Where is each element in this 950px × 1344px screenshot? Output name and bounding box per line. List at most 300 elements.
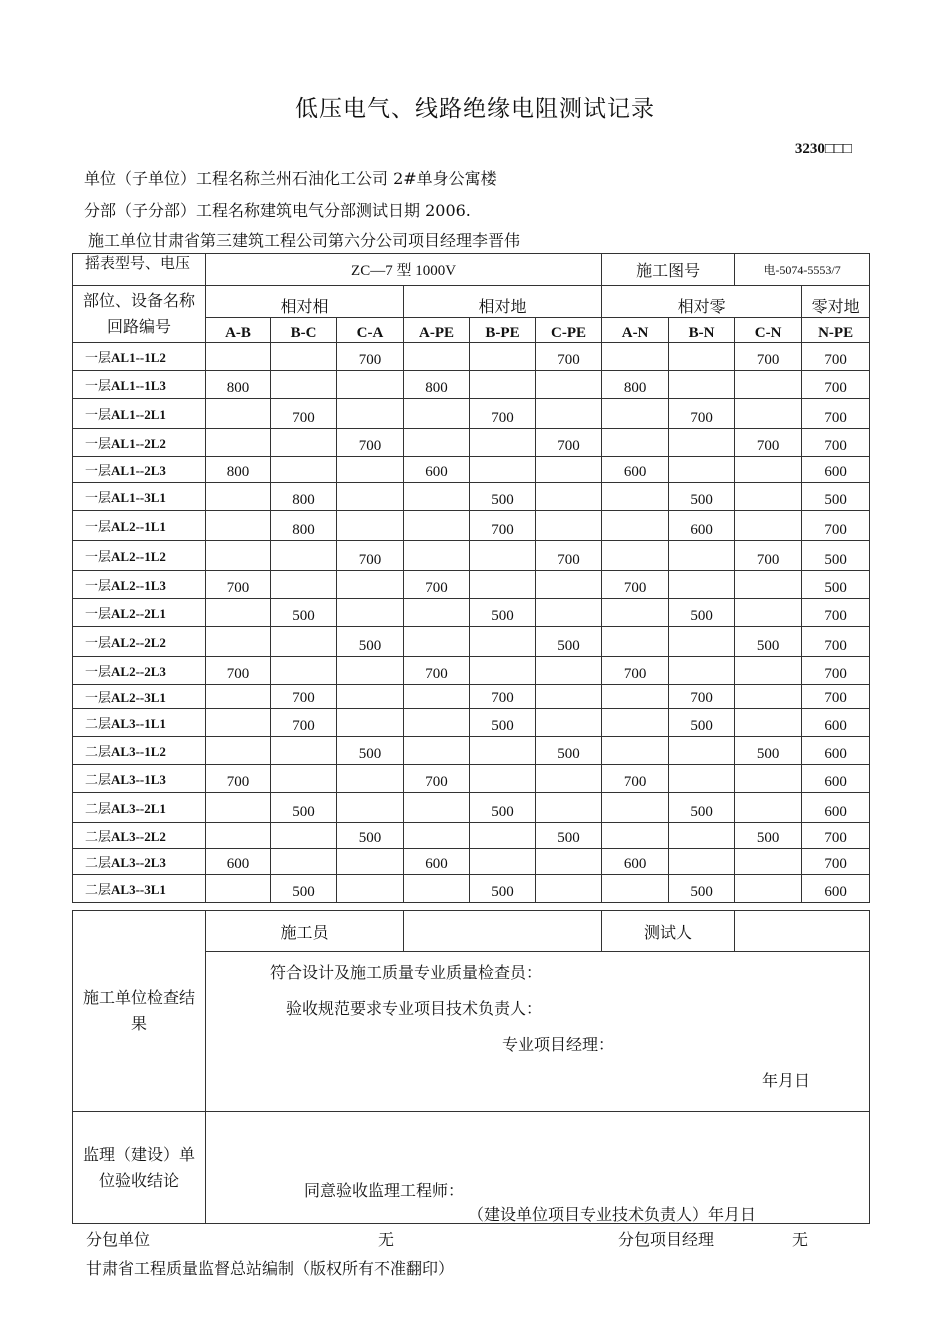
group-phase-neutral: 相对零 [602, 286, 802, 318]
resistance-value: 600 [802, 709, 870, 737]
resistance-value: 700 [206, 571, 271, 599]
resistance-value: 700 [602, 765, 669, 793]
owner-tech-lead-line: （建设单位项目专业技术负责人）年月日 [468, 1207, 757, 1224]
resistance-value [206, 541, 271, 571]
resistance-value [470, 371, 536, 399]
resistance-value [337, 399, 404, 429]
resistance-value: 500 [669, 599, 735, 627]
circuit-id: AL3--2L2 [111, 829, 166, 844]
resistance-value: 500 [669, 875, 735, 903]
circuit-label [73, 765, 206, 793]
construction-result-cell [206, 952, 870, 1112]
table-row [73, 875, 870, 903]
resistance-value: 700 [669, 685, 735, 709]
floor-label: 二层 [85, 801, 112, 816]
floor-label: 一层 [85, 664, 112, 679]
table-row [73, 571, 870, 599]
circuit-label [73, 599, 206, 627]
resistance-value [470, 343, 536, 371]
resistance-value: 500 [669, 483, 735, 511]
circuit-id: AL1--2L1 [111, 407, 166, 422]
resistance-value [404, 627, 470, 657]
resistance-value [669, 371, 735, 399]
resistance-value: 700 [206, 765, 271, 793]
resistance-value [404, 399, 470, 429]
circuit-id: AL3--2L1 [111, 801, 166, 816]
resistance-value [536, 765, 602, 793]
resistance-value [271, 823, 337, 849]
worker-signature [404, 911, 602, 952]
resistance-value [669, 571, 735, 599]
resistance-value: 500 [669, 793, 735, 823]
contractor-line: 施工单位甘肃省第三建筑工程公司第六分公司项目经理李晋伟 [88, 231, 521, 250]
circuit-id: AL1--2L2 [111, 436, 166, 451]
group-phase-phase: 相对相 [206, 286, 404, 318]
resistance-value [735, 571, 802, 599]
resistance-value [536, 511, 602, 541]
sub-manager-label: 分包项目经理 [618, 1230, 715, 1249]
resistance-value [602, 483, 669, 511]
tech-lead-line: 验收规范要求专业项目技术负责人： [286, 1001, 543, 1018]
resistance-value [337, 511, 404, 541]
resistance-value: 700 [669, 399, 735, 429]
resistance-value: 700 [470, 399, 536, 429]
resistance-value [271, 737, 337, 765]
resistance-value [602, 627, 669, 657]
supervision-label: 监理（建设）单位验收结论 [82, 1144, 195, 1190]
column-header: A-PE [404, 318, 470, 343]
resistance-value [669, 429, 735, 457]
resistance-value [536, 399, 602, 429]
resistance-value [536, 599, 602, 627]
table-row [73, 541, 870, 571]
resistance-value [536, 571, 602, 599]
resistance-value: 500 [470, 599, 536, 627]
resistance-value: 700 [536, 541, 602, 571]
location-label-line2: 回路编号 [106, 317, 171, 336]
resistance-value [669, 765, 735, 793]
circuit-label [73, 685, 206, 709]
resistance-value [669, 657, 735, 685]
resistance-value [337, 371, 404, 399]
column-header: A-B [206, 318, 271, 343]
table-row [73, 399, 870, 429]
resistance-value [669, 541, 735, 571]
signature-row [73, 911, 870, 952]
resistance-value [536, 657, 602, 685]
meter-value: ZC—7 型 1000V [206, 254, 602, 286]
table-row [73, 343, 870, 371]
resistance-value [404, 875, 470, 903]
tester-signature [735, 911, 870, 952]
resistance-value [735, 709, 802, 737]
resistance-value: 700 [802, 371, 870, 399]
resistance-value [470, 429, 536, 457]
column-header: C-A [337, 318, 404, 343]
resistance-value: 700 [470, 685, 536, 709]
resistance-value [404, 709, 470, 737]
resistance-value [206, 343, 271, 371]
column-header: C-PE [536, 318, 602, 343]
supervision-label-cell [73, 1112, 206, 1224]
resistance-value [404, 685, 470, 709]
resistance-value: 700 [802, 511, 870, 541]
table-row [73, 685, 870, 709]
circuit-id: AL1--3L1 [111, 490, 166, 505]
sub-manager-value: 无 [792, 1230, 809, 1249]
resistance-value [206, 429, 271, 457]
resistance-value: 700 [802, 849, 870, 875]
resistance-value [470, 571, 536, 599]
floor-label: 一层 [85, 463, 112, 478]
resistance-value [271, 457, 337, 483]
resistance-value [602, 709, 669, 737]
resistance-value [404, 737, 470, 765]
resistance-value [669, 457, 735, 483]
resistance-value: 800 [602, 371, 669, 399]
circuit-label [73, 793, 206, 823]
circuit-label [73, 709, 206, 737]
resistance-value [206, 599, 271, 627]
resistance-value [206, 875, 271, 903]
resistance-value [536, 483, 602, 511]
table-row [73, 793, 870, 823]
resistance-value [735, 511, 802, 541]
drawing-value: 电-5074-5553/7 [735, 254, 870, 286]
resistance-value [735, 657, 802, 685]
floor-label: 二层 [85, 829, 112, 844]
supervision-row [73, 1112, 870, 1224]
resistance-value: 700 [735, 343, 802, 371]
floor-label: 一层 [85, 635, 112, 650]
resistance-value [536, 457, 602, 483]
resistance-value: 600 [802, 765, 870, 793]
project-manager-line: 专业项目经理： [502, 1037, 615, 1054]
table-row [73, 709, 870, 737]
circuit-id: AL1--1L3 [111, 378, 166, 393]
resistance-value [602, 737, 669, 765]
resistance-value: 700 [404, 765, 470, 793]
resistance-value: 600 [802, 793, 870, 823]
resistance-value [271, 429, 337, 457]
page-title: 低压电气、线路绝缘电阻测试记录 [295, 96, 655, 122]
resistance-value [271, 371, 337, 399]
table-row [73, 599, 870, 627]
floor-label: 一层 [85, 549, 112, 564]
resistance-value [337, 849, 404, 875]
circuit-id: AL2--1L3 [111, 578, 166, 593]
subproject-line: 分部（子分部）工程名称建筑电气分部测试日期 2006. [84, 201, 471, 220]
resistance-value [735, 849, 802, 875]
resistance-value [404, 541, 470, 571]
resistance-value [206, 737, 271, 765]
floor-label: 一层 [85, 690, 112, 705]
construction-date: 年月日 [762, 1073, 811, 1090]
table-row [73, 849, 870, 875]
floor-label: 一层 [85, 490, 112, 505]
resistance-value: 500 [337, 737, 404, 765]
resistance-value [404, 793, 470, 823]
resistance-value [735, 371, 802, 399]
resistance-value [735, 457, 802, 483]
resistance-value: 600 [802, 737, 870, 765]
resistance-value: 700 [536, 429, 602, 457]
resistance-value: 500 [802, 541, 870, 571]
resistance-value: 700 [337, 343, 404, 371]
resistance-value: 700 [536, 343, 602, 371]
column-header: B-PE [470, 318, 536, 343]
signoff-table [72, 910, 870, 1224]
resistance-value: 700 [735, 429, 802, 457]
resistance-value [602, 823, 669, 849]
resistance-value [271, 657, 337, 685]
resistance-value [404, 599, 470, 627]
resistance-value [337, 599, 404, 627]
resistance-value: 500 [271, 875, 337, 903]
insulation-test-table [72, 253, 870, 903]
resistance-value: 700 [470, 511, 536, 541]
resistance-value [404, 429, 470, 457]
document-number: 3230□□□ [794, 141, 852, 157]
resistance-value: 700 [271, 399, 337, 429]
floor-label: 一层 [85, 578, 112, 593]
resistance-value: 500 [337, 823, 404, 849]
circuit-label [73, 849, 206, 875]
column-header: B-N [669, 318, 735, 343]
circuit-label [73, 429, 206, 457]
resistance-value [470, 765, 536, 793]
resistance-value: 600 [669, 511, 735, 541]
resistance-value: 800 [271, 483, 337, 511]
table-row [73, 765, 870, 793]
floor-label: 二层 [85, 855, 112, 870]
resistance-value [206, 685, 271, 709]
resistance-value [470, 823, 536, 849]
resistance-value: 800 [271, 511, 337, 541]
resistance-value: 600 [802, 875, 870, 903]
location-label-line1: 部位、设备名称 [82, 291, 195, 310]
resistance-value [470, 541, 536, 571]
resistance-value: 700 [802, 627, 870, 657]
resistance-value: 700 [337, 429, 404, 457]
resistance-value [536, 371, 602, 399]
resistance-value: 600 [802, 457, 870, 483]
circuit-label [73, 511, 206, 541]
circuit-id: AL2--1L2 [111, 549, 166, 564]
resistance-value [602, 793, 669, 823]
circuit-id: AL2--2L1 [111, 606, 166, 621]
resistance-value [404, 823, 470, 849]
resistance-value [337, 875, 404, 903]
resistance-value: 700 [271, 709, 337, 737]
circuit-label [73, 737, 206, 765]
resistance-value: 600 [602, 849, 669, 875]
resistance-value: 700 [802, 429, 870, 457]
resistance-value: 500 [470, 483, 536, 511]
floor-label: 一层 [85, 350, 112, 365]
resistance-value: 800 [206, 457, 271, 483]
circuit-id: AL3--1L3 [111, 772, 166, 787]
resistance-value [735, 483, 802, 511]
resistance-value: 800 [206, 371, 271, 399]
column-header: A-N [602, 318, 669, 343]
resistance-value [536, 793, 602, 823]
resistance-value: 600 [404, 457, 470, 483]
resistance-value [470, 457, 536, 483]
circuit-label [73, 657, 206, 685]
floor-label: 二层 [85, 744, 112, 759]
circuit-label [73, 343, 206, 371]
resistance-value [206, 627, 271, 657]
resistance-value [470, 657, 536, 685]
resistance-value: 700 [602, 657, 669, 685]
resistance-value: 500 [470, 793, 536, 823]
resistance-value [470, 737, 536, 765]
circuit-label [73, 823, 206, 849]
resistance-value: 500 [536, 823, 602, 849]
resistance-value [602, 343, 669, 371]
circuit-label [73, 875, 206, 903]
resistance-value [337, 793, 404, 823]
resistance-value [735, 875, 802, 903]
resistance-value [271, 343, 337, 371]
column-header: B-C [271, 318, 337, 343]
construction-check-text: 施工单位检查结果 [82, 988, 195, 1033]
subcontractor-label: 分包单位 [86, 1230, 151, 1249]
resistance-value: 600 [602, 457, 669, 483]
quality-inspector-line: 符合设计及施工质量专业质量检查员： [270, 965, 543, 982]
circuit-label [73, 541, 206, 571]
resistance-value [337, 709, 404, 737]
resistance-value [602, 399, 669, 429]
circuit-id: AL2--1L1 [111, 519, 166, 534]
resistance-value [735, 599, 802, 627]
resistance-value [337, 571, 404, 599]
table-row [73, 483, 870, 511]
resistance-value [536, 685, 602, 709]
resistance-value [337, 457, 404, 483]
resistance-value [206, 709, 271, 737]
resistance-value [669, 343, 735, 371]
resistance-value [337, 765, 404, 793]
group-header-row [73, 286, 870, 318]
resistance-value: 500 [802, 483, 870, 511]
meter-row [73, 254, 870, 286]
resistance-value [602, 685, 669, 709]
resistance-value: 500 [802, 571, 870, 599]
resistance-value [735, 685, 802, 709]
resistance-value [206, 793, 271, 823]
resistance-value [602, 429, 669, 457]
publisher-note: 甘肃省工程质量监督总站编制（版权所有不准翻印） [86, 1259, 455, 1278]
resistance-value: 700 [404, 571, 470, 599]
resistance-value [669, 737, 735, 765]
resistance-value: 700 [206, 657, 271, 685]
resistance-value [669, 849, 735, 875]
resistance-value [470, 849, 536, 875]
group-phase-ground: 相对地 [404, 286, 602, 318]
floor-label: 一层 [85, 519, 112, 534]
floor-label: 一层 [85, 606, 112, 621]
resistance-value: 500 [735, 737, 802, 765]
resistance-value: 500 [536, 627, 602, 657]
circuit-id: AL3--3L1 [111, 882, 166, 897]
resistance-value [602, 541, 669, 571]
resistance-value: 800 [404, 371, 470, 399]
resistance-value: 500 [470, 709, 536, 737]
resistance-value [470, 627, 536, 657]
circuit-id: AL3--2L3 [111, 855, 166, 870]
resistance-value [271, 765, 337, 793]
circuit-id: AL3--1L2 [111, 744, 166, 759]
resistance-value: 700 [802, 599, 870, 627]
circuit-id: AL2--2L2 [111, 635, 166, 650]
circuit-id: AL1--2L3 [111, 463, 166, 478]
circuit-label [73, 483, 206, 511]
circuit-label [73, 627, 206, 657]
tester-label: 测试人 [602, 911, 735, 952]
resistance-value [337, 657, 404, 685]
resistance-value [602, 875, 669, 903]
subcontractor-value: 无 [378, 1230, 395, 1249]
column-header: C-N [735, 318, 802, 343]
resistance-value: 700 [602, 571, 669, 599]
group-neutral-ground: 零对地 [802, 286, 870, 318]
resistance-value: 500 [735, 823, 802, 849]
circuit-id: AL3--1L1 [111, 716, 166, 731]
location-header [73, 286, 206, 343]
circuit-id: AL1--1L2 [111, 350, 166, 365]
resistance-value [536, 875, 602, 903]
circuit-label [73, 457, 206, 483]
resistance-value: 500 [735, 627, 802, 657]
resistance-value: 600 [206, 849, 271, 875]
resistance-value: 700 [802, 685, 870, 709]
resistance-value: 500 [470, 875, 536, 903]
circuit-id: AL2--3L1 [111, 690, 166, 705]
floor-label: 一层 [85, 436, 112, 451]
resistance-value [206, 483, 271, 511]
resistance-value: 500 [669, 709, 735, 737]
resistance-value [206, 823, 271, 849]
resistance-value: 700 [802, 399, 870, 429]
resistance-value [337, 685, 404, 709]
project-name-line: 单位（子单位）工程名称兰州石油化工公司 2#单身公寓楼 [84, 169, 497, 188]
resistance-value [206, 399, 271, 429]
resistance-value: 700 [337, 541, 404, 571]
resistance-value [206, 511, 271, 541]
circuit-label [73, 399, 206, 429]
resistance-value [669, 823, 735, 849]
column-header: N-PE [802, 318, 870, 343]
resistance-value: 600 [404, 849, 470, 875]
worker-label: 施工员 [206, 911, 404, 952]
table-row [73, 657, 870, 685]
supervision-result-cell [206, 1112, 870, 1224]
circuit-label [73, 571, 206, 599]
supervising-engineer-line: 同意验收监理工程师： [304, 1183, 465, 1200]
table-row [73, 371, 870, 399]
resistance-value [337, 483, 404, 511]
resistance-value [735, 793, 802, 823]
resistance-value [602, 599, 669, 627]
resistance-value: 500 [337, 627, 404, 657]
meter-label: 摇表型号、电压 [73, 254, 206, 286]
circuit-id: AL2--2L3 [111, 664, 166, 679]
resistance-value [404, 343, 470, 371]
resistance-value: 500 [271, 599, 337, 627]
floor-label: 二层 [85, 772, 112, 787]
